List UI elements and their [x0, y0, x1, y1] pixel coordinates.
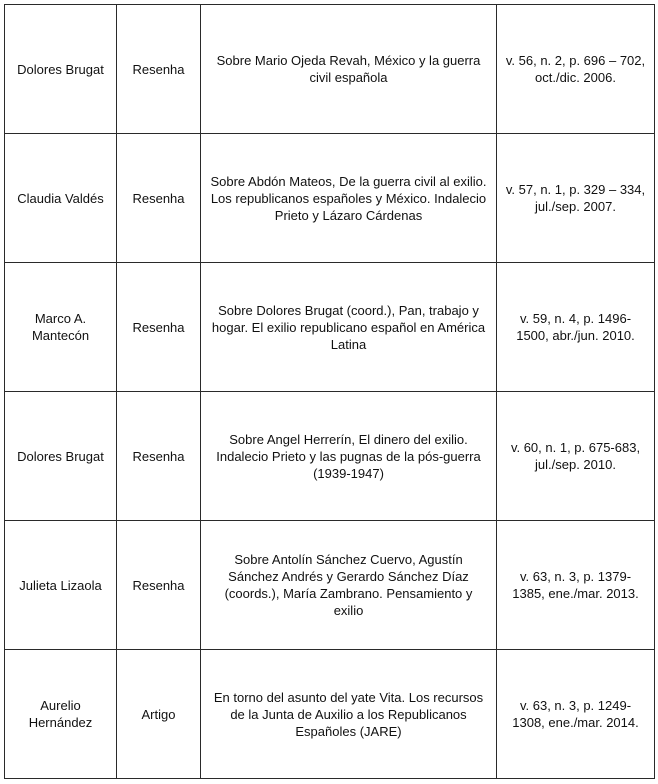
- title-cell: [201, 263, 497, 392]
- author-name: Dolores Brugat: [17, 61, 104, 77]
- publication-reference: v. 59, n. 4, p. 1496-1500, abr./jun. 2010.: [516, 311, 635, 343]
- table-row: [5, 392, 655, 521]
- title-cell: [201, 392, 497, 521]
- author-cell: [5, 5, 117, 134]
- publication-title: En torno del asunto del yate Vita. Los recursos de la Junta de Auxilio a los Republicanos Españoles (JARE): [213, 689, 484, 739]
- author-name: Julieta Lizaola: [19, 577, 102, 593]
- type-cell: [117, 5, 201, 134]
- author-name: Marco A. Mantecón: [31, 311, 90, 343]
- title-cell: [201, 650, 497, 779]
- publication-title: Sobre Angel Herrerín, El dinero del exilio. Indalecio Prieto y las pugnas de la pós-guerra (1939-1947): [216, 431, 481, 481]
- reference-cell: [497, 521, 655, 650]
- publication-type: Resenha: [132, 190, 185, 206]
- type-cell: [117, 521, 201, 650]
- publication-reference: v. 60, n. 1, p. 675-683, jul./sep. 2010.: [510, 440, 641, 472]
- type-cell: [117, 134, 201, 263]
- publication-reference: v. 63, n. 3, p. 1379-1385, ene./mar. 2013.: [512, 569, 639, 601]
- publication-type: Resenha: [132, 448, 185, 464]
- table-row: [5, 263, 655, 392]
- records-table: [4, 4, 655, 779]
- author-cell: [5, 650, 117, 779]
- author-cell: [5, 263, 117, 392]
- table-row: [5, 650, 655, 779]
- type-cell: [117, 392, 201, 521]
- reference-cell: [497, 134, 655, 263]
- title-cell: [201, 134, 497, 263]
- author-name: Aurelio Hernández: [28, 698, 93, 730]
- reference-cell: [497, 263, 655, 392]
- type-cell: [117, 263, 201, 392]
- author-cell: [5, 134, 117, 263]
- publication-type: Resenha: [132, 319, 185, 335]
- publication-reference: v. 56, n. 2, p. 696 – 702, oct./dic. 2006.: [505, 53, 646, 85]
- title-cell: [201, 5, 497, 134]
- table-row: [5, 5, 655, 134]
- publication-type: Resenha: [132, 577, 185, 593]
- title-cell: [201, 521, 497, 650]
- author-name: Dolores Brugat: [17, 448, 104, 464]
- table-row: [5, 521, 655, 650]
- table-row: [5, 134, 655, 263]
- publication-title: Sobre Abdón Mateos, De la guerra civil al exilio. Los republicanos españoles y México. Indalecio Prieto y Lázaro Cárdenas: [210, 173, 487, 223]
- publication-reference: v. 63, n. 3, p. 1249-1308, ene./mar. 2014.: [512, 698, 639, 730]
- publication-type: Artigo: [141, 706, 176, 722]
- reference-cell: [497, 392, 655, 521]
- reference-cell: [497, 650, 655, 779]
- author-cell: [5, 392, 117, 521]
- publication-reference: v. 57, n. 1, p. 329 – 334, jul./sep. 2007.: [505, 182, 646, 214]
- publication-title: Sobre Dolores Brugat (coord.), Pan, trabajo y hogar. El exilio republicano español en América Latina: [211, 302, 486, 352]
- type-cell: [117, 650, 201, 779]
- publication-type: Resenha: [132, 61, 185, 77]
- author-cell: [5, 521, 117, 650]
- publication-title: Sobre Antolín Sánchez Cuervo, Agustín Sánchez Andrés y Gerardo Sánchez Díaz (coords.), María Zambrano. Pensamiento y exilio: [224, 552, 473, 618]
- reference-cell: [497, 5, 655, 134]
- author-name: Claudia Valdés: [17, 190, 104, 206]
- publication-title: Sobre Mario Ojeda Revah, México y la guerra civil española: [216, 53, 481, 85]
